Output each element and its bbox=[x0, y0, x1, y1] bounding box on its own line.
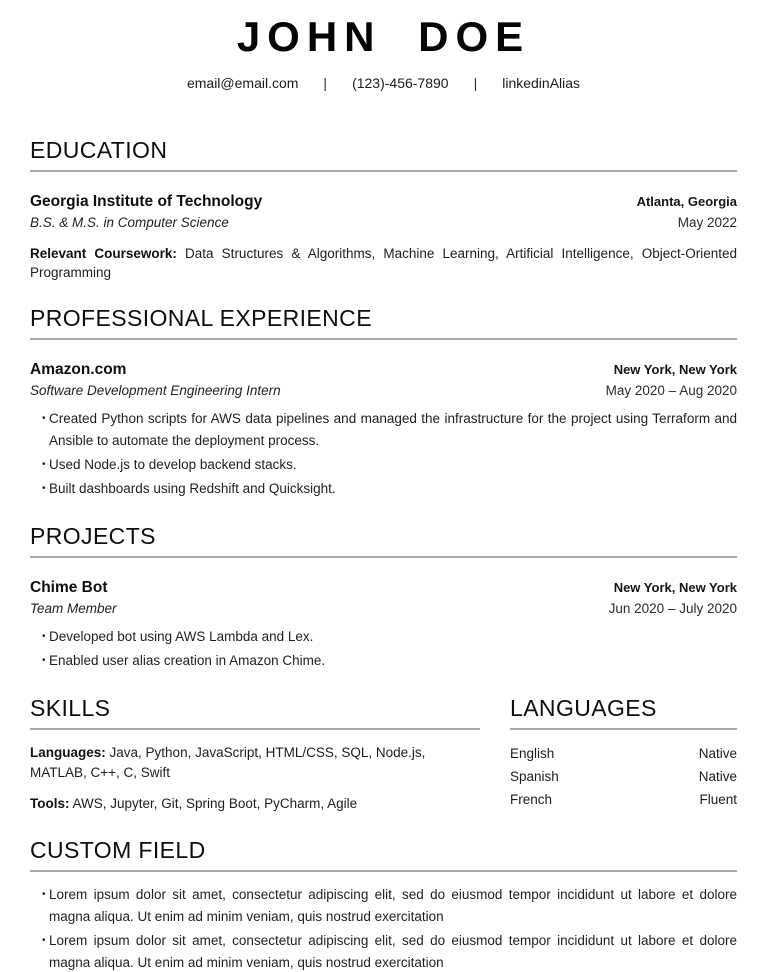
bullet-icon: • bbox=[42, 413, 46, 424]
language-row bbox=[510, 742, 737, 765]
project-role: Team Member bbox=[30, 601, 117, 616]
section-custom-field bbox=[30, 836, 737, 972]
section-languages bbox=[510, 694, 737, 814]
bullet-text: Lorem ipsum dolor sit amet, consectetur adipiscing elit, sed do eiusmod tempor incididunt ut labore et dolore magna aliqua. Ut enim ad minim veniam, quis nostrud exercitation bbox=[49, 933, 737, 970]
language-level: Native bbox=[698, 769, 737, 784]
bullet-text: Lorem ipsum dolor sit amet, consectetur adipiscing elit, sed do eiusmod tempor incididunt ut labore et dolore magna aliqua. Ut enim ad minim veniam, quis nostrud exercitation bbox=[49, 887, 737, 924]
list-item bbox=[42, 884, 737, 928]
section-divider bbox=[30, 556, 737, 558]
company-location: New York, New York bbox=[613, 362, 737, 377]
bullet-text: Created Python scripts for AWS data pipelines and managed the infrastructure for the project using Terraform and Ansible to automate the deployment process. bbox=[49, 411, 737, 448]
section-divider bbox=[510, 728, 737, 730]
project-entry-row-1 bbox=[30, 578, 737, 597]
skills-languages-line bbox=[30, 743, 480, 783]
section-title-skills: SKILLS bbox=[30, 695, 111, 721]
language-name: English bbox=[510, 746, 555, 761]
list-item bbox=[42, 408, 737, 452]
list-item bbox=[42, 478, 737, 500]
section-divider bbox=[30, 728, 480, 730]
skills-languages-text: Java, Python, JavaScript, HTML/CSS, SQL, Node.js, MATLAB, C++, C, Swift bbox=[30, 745, 426, 780]
job-title: Software Development Engineering Intern bbox=[30, 383, 281, 398]
section-title-projects: PROJECTS bbox=[30, 523, 156, 549]
bullet-icon: • bbox=[42, 889, 46, 900]
bullet-icon: • bbox=[42, 483, 46, 494]
bullet-icon: • bbox=[42, 459, 46, 470]
employment-dates: May 2020 – Aug 2020 bbox=[605, 383, 737, 398]
language-list bbox=[510, 742, 737, 811]
custom-field-bullet-list bbox=[30, 884, 737, 972]
experience-entry-row-2 bbox=[30, 381, 737, 400]
section-title-custom-field: CUSTOM FIELD bbox=[30, 837, 206, 863]
bullet-icon: • bbox=[42, 655, 46, 666]
section-divider bbox=[30, 338, 737, 340]
section-title-education: EDUCATION bbox=[30, 137, 168, 163]
contact-linkedin: linkedinAlias bbox=[502, 75, 581, 91]
coursework-text: Data Structures & Algorithms, Machine Learning, Artificial Intelligence, Object-Oriented Programming bbox=[30, 246, 737, 280]
language-row bbox=[510, 765, 737, 788]
section-title-languages: LANGUAGES bbox=[510, 695, 657, 721]
skills-tools-label: Tools: bbox=[30, 796, 70, 811]
relevant-coursework bbox=[30, 244, 737, 282]
language-level: Native bbox=[698, 746, 737, 761]
bullet-icon: • bbox=[42, 631, 46, 642]
institution-name: Georgia Institute of Technology bbox=[30, 193, 263, 210]
skills-languages-label: Languages: bbox=[30, 745, 106, 760]
contact-separator: | bbox=[323, 75, 328, 91]
bullet-icon: • bbox=[42, 935, 46, 946]
education-entry-row-2 bbox=[30, 213, 737, 232]
graduation-date: May 2022 bbox=[677, 215, 737, 230]
section-divider bbox=[30, 170, 737, 172]
project-dates: Jun 2020 – July 2020 bbox=[608, 601, 737, 616]
project-location: New York, New York bbox=[613, 580, 737, 595]
section-projects bbox=[30, 522, 737, 672]
degree-name: B.S. & M.S. in Computer Science bbox=[30, 215, 229, 230]
project-bullet-list bbox=[30, 626, 737, 672]
company-name: Amazon.com bbox=[30, 361, 127, 378]
language-level: Fluent bbox=[699, 792, 737, 807]
language-row bbox=[510, 788, 737, 811]
skills-tools-line bbox=[30, 794, 480, 814]
section-education bbox=[30, 136, 737, 282]
skills-languages-row bbox=[30, 694, 737, 814]
skills-tools-text: AWS, Jupyter, Git, Spring Boot, PyCharm, Agile bbox=[72, 796, 358, 811]
section-title-experience: PROFESSIONAL EXPERIENCE bbox=[30, 305, 372, 331]
list-item bbox=[42, 930, 737, 972]
language-name: Spanish bbox=[510, 769, 559, 784]
contact-separator: | bbox=[473, 75, 478, 91]
list-item bbox=[42, 650, 737, 672]
bullet-text: Developed bot using AWS Lambda and Lex. bbox=[49, 629, 314, 644]
experience-entry-row-1 bbox=[30, 360, 737, 379]
contact-email: email@email.com bbox=[186, 75, 299, 91]
project-entry-row-2 bbox=[30, 599, 737, 618]
bullet-text: Built dashboards using Redshift and Quicksight. bbox=[49, 481, 336, 496]
coursework-label: Relevant Coursework: bbox=[30, 246, 177, 261]
list-item bbox=[42, 454, 737, 476]
resume-name: JOHN DOE bbox=[236, 13, 531, 60]
project-entry bbox=[30, 578, 737, 672]
bullet-text: Used Node.js to develop backend stacks. bbox=[49, 457, 297, 472]
education-entry bbox=[30, 192, 737, 282]
bullet-text: Enabled user alias creation in Amazon Chime. bbox=[49, 653, 326, 668]
project-name: Chime Bot bbox=[30, 579, 108, 596]
section-experience bbox=[30, 304, 737, 500]
section-skills bbox=[30, 694, 480, 814]
language-name: French bbox=[510, 792, 553, 807]
list-item bbox=[42, 626, 737, 648]
education-entry-row-1 bbox=[30, 192, 737, 211]
section-divider bbox=[30, 870, 737, 872]
experience-entry bbox=[30, 360, 737, 500]
contact-line bbox=[30, 75, 737, 92]
institution-location: Atlanta, Georgia bbox=[636, 194, 737, 209]
contact-phone: (123)-456-7890 bbox=[352, 75, 449, 91]
experience-bullet-list bbox=[30, 408, 737, 500]
